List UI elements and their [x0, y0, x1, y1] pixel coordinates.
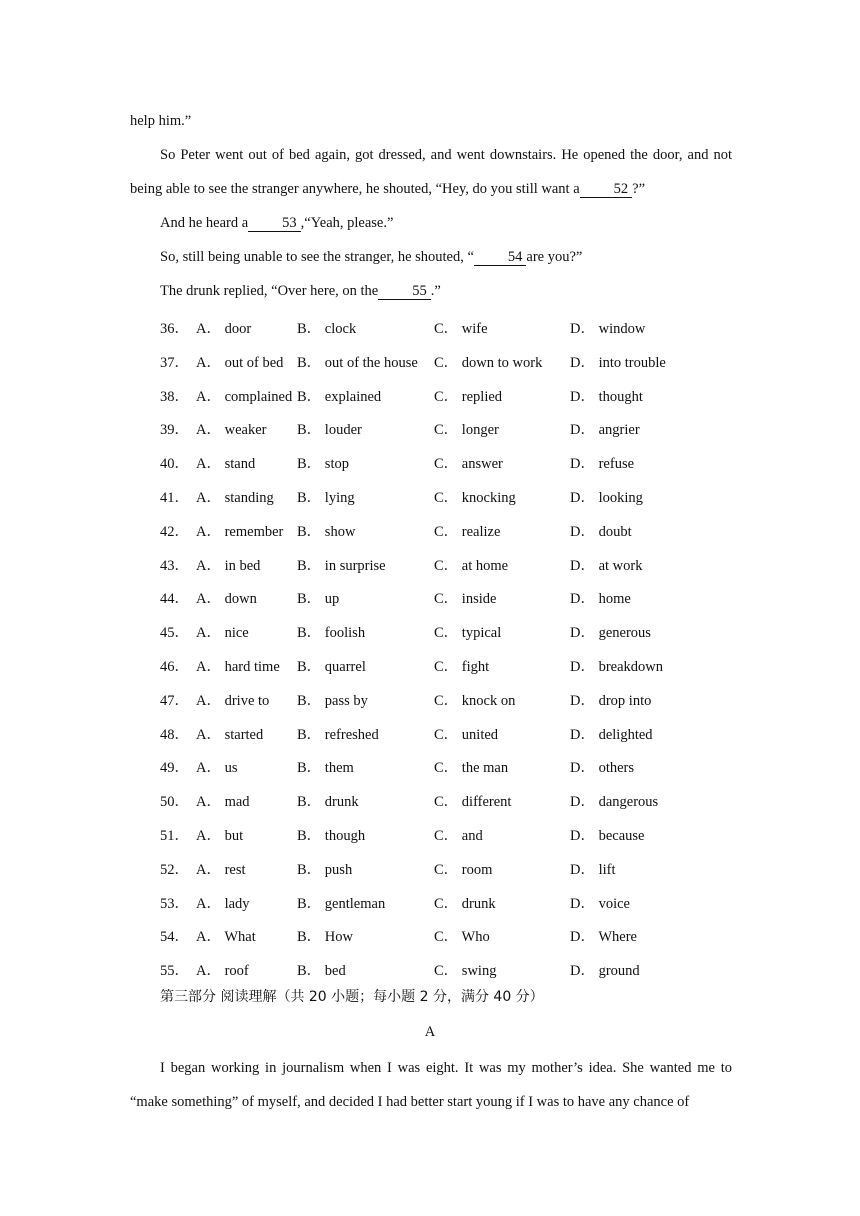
- option-d: D． lift: [570, 861, 616, 878]
- section-title: 第三部分 阅读理解（共 20 小题；每小题 2 分，满分 40 分）: [160, 989, 544, 1005]
- question-number: 38．: [160, 388, 189, 405]
- blank-52: 52: [580, 182, 633, 198]
- option-a: A． complained: [196, 388, 293, 405]
- option-a: A． lady: [196, 895, 250, 912]
- option-c: C． swing: [434, 963, 497, 980]
- option-d: D． at work: [570, 557, 643, 574]
- option-a: A． weaker: [196, 422, 267, 439]
- option-c: C． knocking: [434, 490, 516, 506]
- passage-text: ?”: [632, 181, 646, 197]
- option-c: C． fight: [434, 659, 490, 675]
- question-number: 53．: [160, 895, 189, 912]
- question-number: 49．: [160, 760, 189, 777]
- question-number: 40．: [160, 456, 189, 473]
- option-a: A． hard time: [196, 659, 280, 675]
- question-number: 39．: [160, 422, 189, 439]
- option-b: B． stop: [297, 456, 349, 473]
- option-a: A． What: [196, 929, 256, 946]
- passage-label: A: [424, 1024, 436, 1040]
- question-row: [160, 646, 780, 680]
- question-row: [160, 612, 780, 646]
- passage-paragraph-replied: [130, 274, 732, 308]
- option-b: B． push: [297, 861, 353, 878]
- option-a: A． roof: [196, 963, 249, 980]
- option-d: D． others: [570, 760, 635, 777]
- option-b: B． up: [297, 591, 340, 608]
- option-c: C． longer: [434, 422, 499, 439]
- question-number: 52．: [160, 861, 189, 878]
- option-a: A． down: [196, 591, 257, 608]
- passage-paragraph-heard: [130, 206, 732, 240]
- blank-53: 53: [248, 216, 301, 232]
- question-row: [160, 342, 780, 376]
- option-b: B． pass by: [297, 692, 368, 709]
- option-a: A． us: [196, 760, 238, 777]
- question-row: [160, 950, 780, 984]
- option-d: D． delighted: [570, 726, 653, 743]
- question-number: 50．: [160, 794, 189, 811]
- question-row: [160, 511, 780, 545]
- option-c: C． and: [434, 828, 483, 844]
- option-c: C． typical: [434, 625, 502, 642]
- question-number: 37．: [160, 354, 189, 371]
- question-row: [160, 578, 780, 612]
- passage-text: And he heard a: [160, 215, 249, 231]
- option-d: D． ground: [570, 963, 640, 980]
- option-b: B． explained: [297, 388, 382, 405]
- option-c: C． drunk: [434, 895, 496, 912]
- option-a: A． but: [196, 828, 244, 844]
- option-d: D． voice: [570, 895, 630, 912]
- question-number: 42．: [160, 523, 189, 540]
- question-row: [160, 747, 780, 781]
- option-b: B． show: [297, 523, 356, 540]
- option-b: B． in surprise: [297, 557, 386, 574]
- option-d: D． into trouble: [570, 354, 666, 371]
- option-a: A． out of bed: [196, 354, 284, 371]
- option-c: C． down to work: [434, 354, 543, 371]
- passage-text: help him.”: [130, 113, 192, 129]
- option-a: A． door: [196, 321, 252, 337]
- question-number: 51．: [160, 828, 189, 844]
- option-a: A． stand: [196, 456, 256, 473]
- passage-paragraph-unable: [130, 240, 732, 274]
- option-d: D． home: [570, 591, 631, 608]
- option-d: D． refuse: [570, 456, 635, 473]
- question-number: 43．: [160, 557, 189, 574]
- option-c: C． room: [434, 861, 493, 878]
- option-c: C． at home: [434, 557, 509, 574]
- option-b: B． How: [297, 929, 353, 946]
- option-b: B． louder: [297, 422, 362, 439]
- question-row: [160, 714, 780, 748]
- option-b: B． lying: [297, 490, 355, 506]
- question-row: [160, 545, 780, 579]
- option-c: C． knock on: [434, 692, 516, 709]
- question-number: 54．: [160, 929, 189, 946]
- option-c: C． different: [434, 794, 512, 811]
- option-d: D． window: [570, 321, 646, 337]
- option-a: A． started: [196, 726, 264, 743]
- blank-55: 55: [378, 284, 431, 300]
- option-a: A． remember: [196, 523, 284, 540]
- option-d: D． breakdown: [570, 659, 664, 675]
- option-b: B． out of the house: [297, 354, 418, 371]
- question-row: [160, 916, 780, 950]
- option-c: C． united: [434, 726, 499, 743]
- passage-text: ,“Yeah, please.”: [300, 215, 394, 231]
- option-b: B． quarrel: [297, 659, 366, 675]
- option-d: D． angrier: [570, 422, 640, 439]
- option-c: C． replied: [434, 388, 503, 405]
- option-c: C． answer: [434, 456, 503, 473]
- passage-text: .”: [430, 283, 441, 299]
- option-b: B． bed: [297, 963, 346, 980]
- option-c: C． the man: [434, 760, 509, 777]
- option-a: A． drive to: [196, 692, 270, 709]
- option-c: C． Who: [434, 929, 490, 946]
- question-row: [160, 409, 780, 443]
- option-c: C． realize: [434, 523, 501, 540]
- option-b: B． clock: [297, 321, 357, 337]
- question-row: [160, 849, 780, 883]
- question-number: 36．: [160, 321, 189, 337]
- option-b: B． them: [297, 760, 354, 777]
- option-b: B． drunk: [297, 794, 359, 811]
- option-a: A． standing: [196, 490, 274, 506]
- option-c: C． inside: [434, 591, 497, 608]
- question-number: 48．: [160, 726, 189, 743]
- option-a: A． nice: [196, 625, 249, 642]
- option-b: B． though: [297, 828, 366, 844]
- passage-line-help-him: [130, 104, 732, 138]
- option-a: A． in bed: [196, 557, 261, 574]
- option-d: D． drop into: [570, 692, 652, 709]
- option-d: D． thought: [570, 388, 643, 405]
- passage-text: are you?”: [526, 249, 583, 265]
- question-number: 41．: [160, 490, 189, 506]
- question-number: 45．: [160, 625, 189, 642]
- question-row: [160, 781, 780, 815]
- question-row: [160, 883, 780, 917]
- option-d: D． because: [570, 828, 645, 844]
- passage-paragraph-peter: [130, 138, 732, 206]
- passage-text: I began working in journalism when I was eight. It was my mother’s idea. She wanted me to “make something” of myself, and decided I had better start young if I was to have any chance of: [130, 1060, 732, 1110]
- option-d: D． dangerous: [570, 794, 659, 811]
- reading-passage-paragraph: [130, 1051, 732, 1119]
- option-d: D． Where: [570, 929, 637, 946]
- question-row: [160, 443, 780, 477]
- option-d: D． generous: [570, 625, 651, 642]
- option-b: B． foolish: [297, 625, 366, 642]
- question-row: [160, 815, 780, 849]
- passage-text: So Peter went out of bed again, got dressed, and went downstairs. He opened the door, and not being able to see the stranger anywhere, he shouted, “Hey, do you still want a: [130, 147, 732, 197]
- question-row: [160, 680, 780, 714]
- option-b: B． gentleman: [297, 895, 386, 912]
- option-a: A． rest: [196, 861, 246, 878]
- option-d: D． doubt: [570, 523, 632, 540]
- passage-text: So, still being unable to see the stranger, he shouted, “: [160, 249, 474, 265]
- question-row: [160, 376, 780, 410]
- question-number: 46．: [160, 659, 189, 675]
- option-c: C． wife: [434, 321, 488, 337]
- question-row: [160, 308, 780, 342]
- question-number: 55．: [160, 963, 189, 980]
- option-d: D． looking: [570, 490, 643, 506]
- question-number: 47．: [160, 692, 189, 709]
- question-number: 44．: [160, 591, 189, 608]
- question-row: [160, 477, 780, 511]
- passage-text: The drunk replied, “Over here, on the: [160, 283, 379, 299]
- blank-54: 54: [474, 250, 527, 266]
- option-b: B． refreshed: [297, 726, 379, 743]
- option-a: A． mad: [196, 794, 250, 811]
